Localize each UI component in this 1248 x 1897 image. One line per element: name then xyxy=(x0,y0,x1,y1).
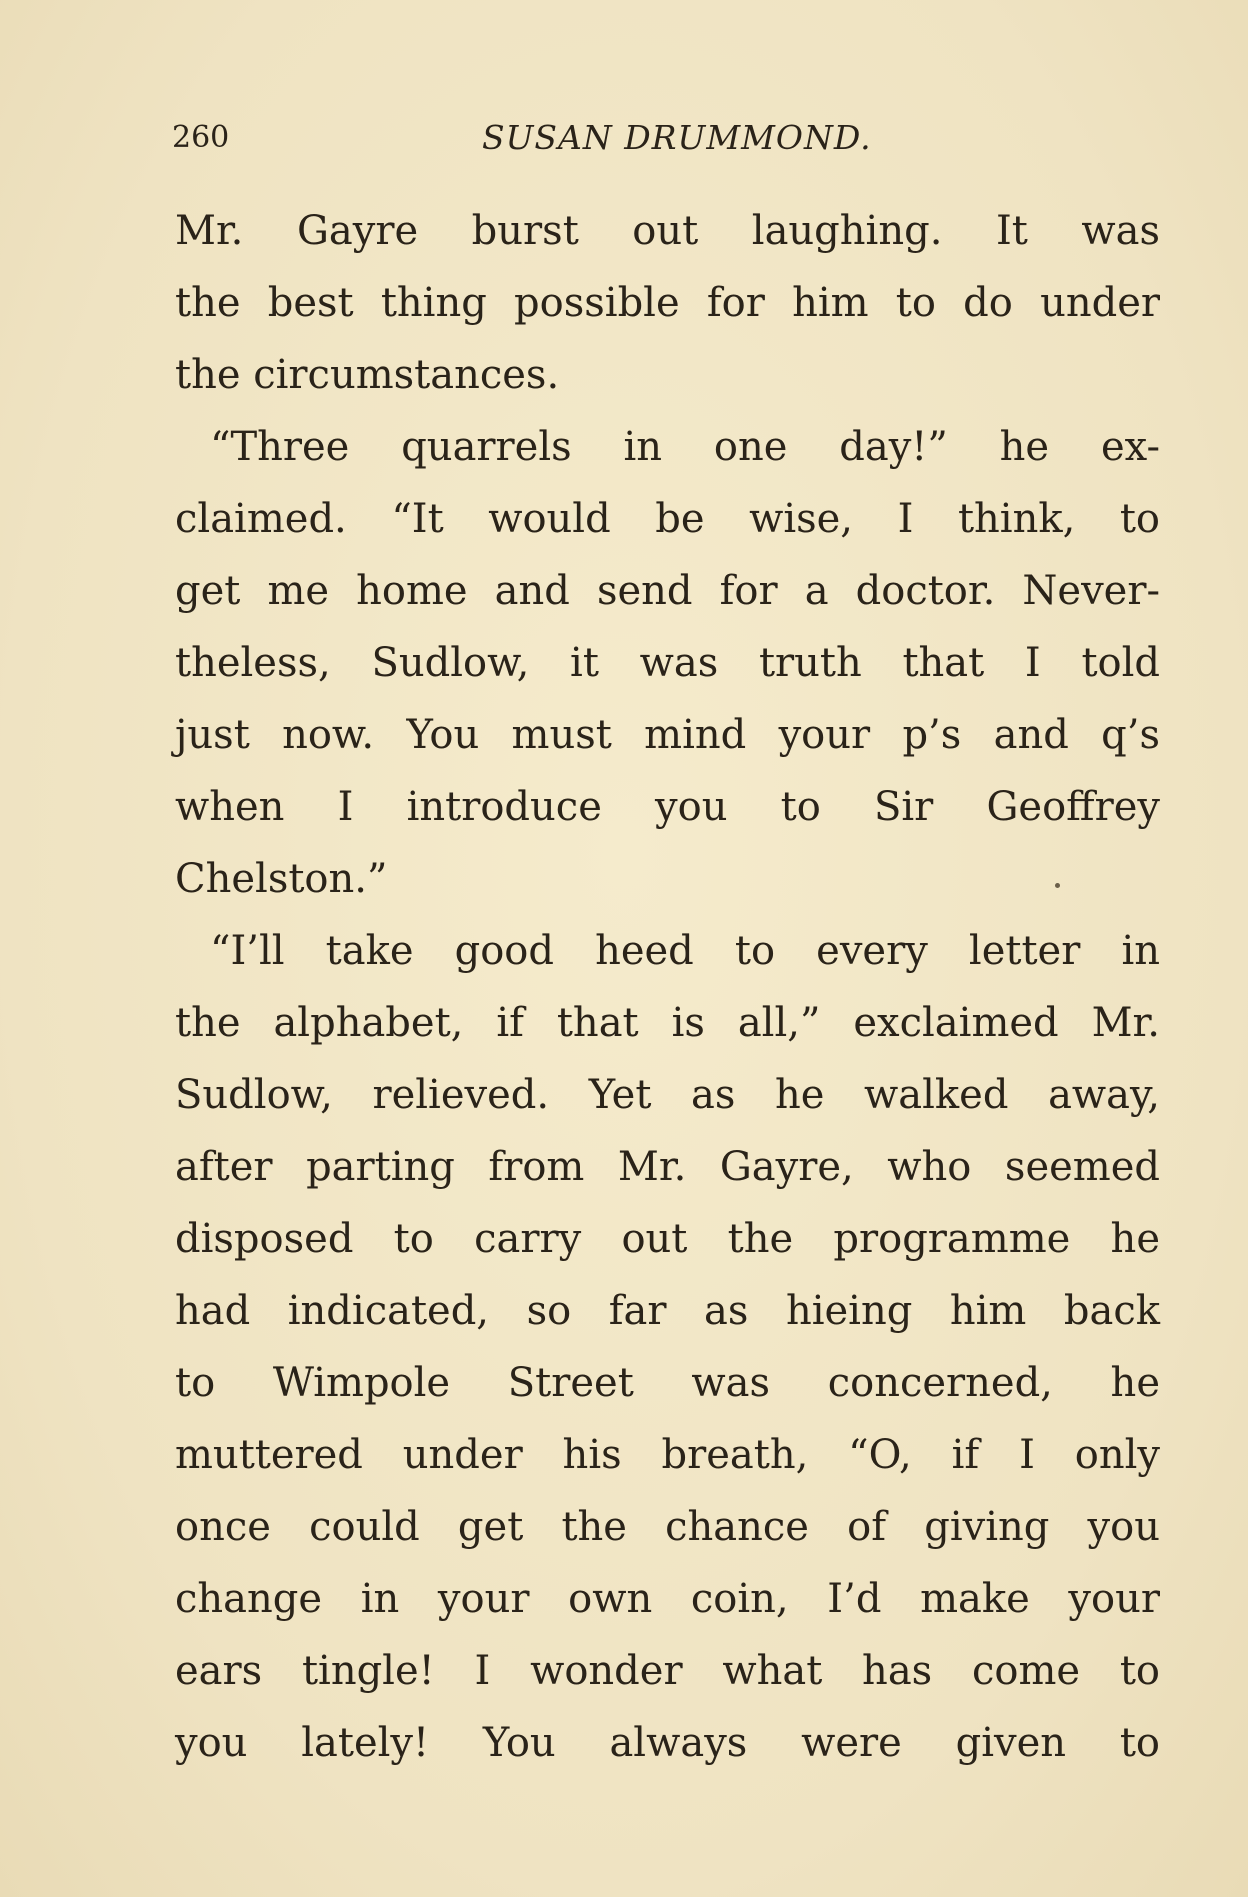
text-line: change in your own coin, I’d make your xyxy=(175,1576,1160,1622)
text-line: claimed. “It would be wise, I think, to xyxy=(175,496,1160,542)
body-text xyxy=(175,195,1160,1779)
text-line: the alphabet, if that is all,” exclaimed Mr. xyxy=(175,1000,1160,1046)
text-line: “Three quarrels in one day!” he ex- xyxy=(210,424,1160,470)
text-line: get me home and send for a doctor. Never- xyxy=(175,568,1160,614)
text-line: Mr. Gayre burst out laughing. It was xyxy=(175,208,1160,254)
text-line: to Wimpole Street was concerned, he xyxy=(175,1360,1160,1406)
text-line: “I’ll take good heed to every letter in xyxy=(210,928,1160,974)
text-line: muttered under his breath, “O, if I only xyxy=(175,1432,1160,1478)
text-line: you lately! You always were given to xyxy=(175,1720,1160,1766)
running-title: SUSAN DRUMMOND. xyxy=(482,118,872,157)
page-number: 260 xyxy=(172,120,230,155)
page-header xyxy=(172,112,1162,162)
ink-speck xyxy=(1055,883,1060,888)
text-line: the best thing possible for him to do under xyxy=(175,280,1160,326)
text-line: disposed to carry out the programme he xyxy=(175,1216,1160,1262)
text-line: theless, Sudlow, it was truth that I told xyxy=(175,640,1160,686)
text-line: just now. You must mind your p’s and q’s xyxy=(175,712,1160,758)
text-line: Sudlow, relieved. Yet as he walked away, xyxy=(175,1072,1160,1118)
text-line: once could get the chance of giving you xyxy=(175,1504,1160,1550)
text-line: ears tingle! I wonder what has come to xyxy=(175,1648,1160,1694)
text-line: Chelston.” xyxy=(175,856,388,902)
text-line: when I introduce you to Sir Geoffrey xyxy=(175,784,1160,830)
text-line: had indicated, so far as hieing him back xyxy=(175,1288,1160,1334)
text-line: the circumstances. xyxy=(175,352,560,398)
text-line: after parting from Mr. Gayre, who seemed xyxy=(175,1144,1160,1190)
